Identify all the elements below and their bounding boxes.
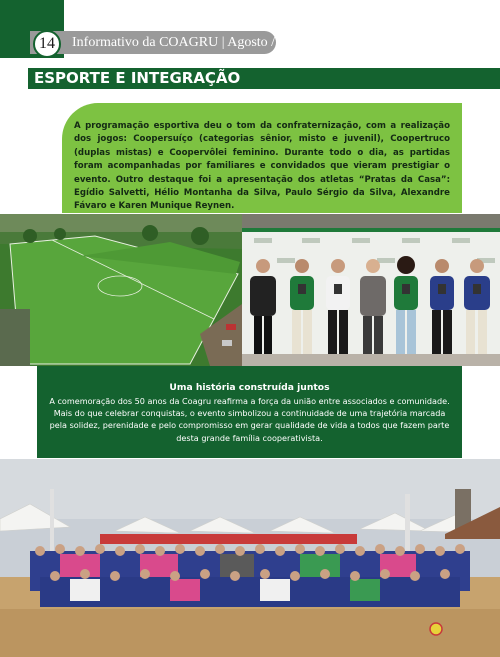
- photo-athletes-trophies: [242, 214, 500, 366]
- section-title: ESPORTE E INTEGRAÇÃO: [34, 69, 241, 87]
- photo-soccer-field-aerial: [0, 214, 242, 366]
- photo-group-volleyball-court: [0, 459, 500, 657]
- story-heading: Uma história construída juntos: [169, 382, 330, 393]
- story-paragraph: A comemoração dos 50 anos da Coagru reafirma a força da união entre associados e comunidade. Mais do que celebrar conquistas, o evento simbolizou a continuidade de uma trajetória marcada pela solidez, perenidade e pelo compromisso em gerar qualidade de vida a todos que fazem parte desta grande família cooperativista.: [49, 396, 450, 443]
- publication-title: Informativo da COAGRU | Agosto / 2025: [72, 35, 307, 50]
- intro-paragraph: A programação esportiva deu o tom da confraternização, com a realização dos jogos: Coopersuíço (categorias sênior, misto e juvenil), Coopertruco (duplas mistas) e Coopervôlei feminino. Durante todo o dia, as partidas foram acompanhadas por familiares e convidados que vieram prestigiar o evento. Outro destaque foi a apresentação dos atletas “Pratas da Casa”: Egídio Salvetti, Hélio Montanha da Silva, Paulo Sérgio da Silva, Alexandre Fávaro e Karen Munique Reynen.: [74, 121, 450, 212]
- page-number: 14: [33, 30, 61, 58]
